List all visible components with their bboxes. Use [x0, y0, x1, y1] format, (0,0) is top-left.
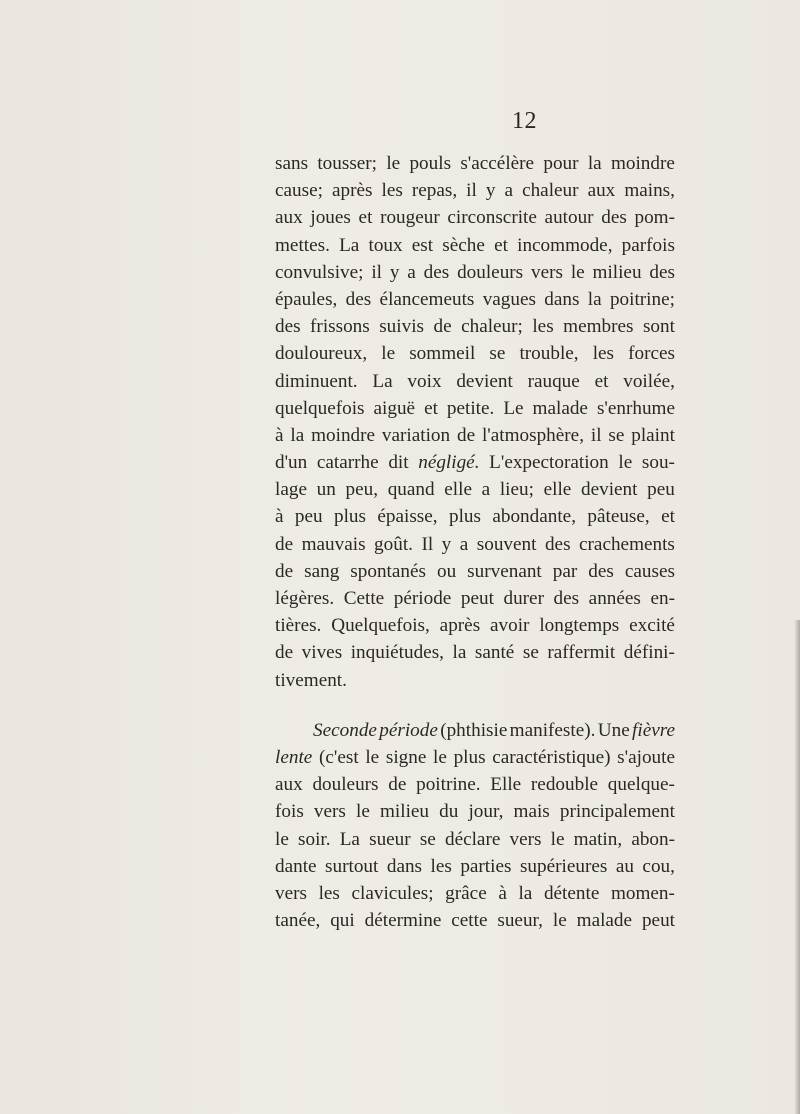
word: le — [618, 452, 633, 474]
text-line — [275, 907, 675, 934]
word: jour, — [468, 801, 504, 823]
text-line — [275, 880, 675, 907]
word: La — [372, 370, 393, 392]
word: dit — [388, 452, 409, 474]
word: devient — [581, 479, 638, 501]
word: y — [485, 180, 496, 202]
word: les — [532, 316, 554, 338]
word: a — [481, 479, 491, 501]
word: mettes. — [275, 234, 330, 256]
word: Le — [503, 397, 524, 419]
word: lente — [275, 746, 313, 768]
word: clavicules; — [351, 882, 434, 904]
word: poitrine. — [416, 774, 481, 796]
word: s'enrhume — [596, 397, 675, 419]
word: élancemeuts — [379, 288, 475, 310]
word: Seconde — [313, 719, 377, 741]
word: d'un — [275, 452, 308, 474]
word: douleurs — [457, 261, 524, 283]
word: de — [275, 533, 294, 555]
word: peu — [294, 506, 323, 528]
word: après — [331, 180, 373, 202]
word: mains, — [624, 180, 675, 202]
word: longtemps — [539, 615, 620, 637]
word: peu, — [345, 479, 379, 501]
text-line — [275, 177, 675, 204]
word: des — [601, 207, 627, 229]
word: s'ajoute — [617, 746, 675, 768]
word: est — [411, 234, 434, 256]
word: variation — [381, 424, 451, 446]
word: signe — [385, 746, 427, 768]
word: peu — [647, 479, 675, 501]
word: (phthisie — [440, 719, 508, 741]
word: se — [522, 642, 539, 664]
word: aux — [587, 180, 616, 202]
word: sèche — [442, 234, 485, 256]
word: milieu — [379, 801, 430, 823]
word: forces — [628, 343, 675, 365]
word: elle — [543, 479, 572, 501]
word: pâteuse, — [587, 506, 650, 528]
word: le — [552, 910, 567, 932]
text-line — [275, 395, 675, 422]
word: en- — [650, 588, 675, 609]
word: le — [381, 343, 396, 365]
word: Il — [421, 533, 434, 555]
word: circonscrite — [447, 207, 537, 229]
word: momen- — [610, 882, 675, 904]
word: le — [275, 828, 289, 850]
word: après — [439, 615, 481, 637]
word: devient — [456, 370, 513, 392]
word: détermine — [364, 910, 442, 932]
word: raffermit — [547, 642, 616, 664]
text-line — [275, 150, 675, 177]
word: qui — [330, 910, 355, 932]
text-line — [275, 585, 675, 612]
word: avoir — [490, 615, 530, 637]
word: le — [570, 261, 585, 283]
word: épaules, — [275, 288, 338, 310]
word: grâce — [445, 882, 487, 904]
text-line — [275, 639, 675, 666]
word: La — [339, 828, 360, 850]
word: redouble — [530, 774, 599, 796]
word: L'expectoration — [489, 452, 609, 474]
word: défini- — [623, 642, 675, 664]
word: fois — [275, 801, 304, 823]
word: vers — [313, 801, 346, 823]
text-line — [275, 368, 675, 395]
word: il — [371, 261, 382, 283]
word: des — [423, 261, 450, 283]
word: aux — [275, 207, 303, 229]
word: l'atmosphère, — [481, 424, 584, 446]
word: Cette — [343, 588, 385, 609]
word: souvent — [476, 533, 537, 555]
word: de — [433, 316, 452, 338]
word: a — [407, 261, 416, 283]
word: lage — [275, 479, 307, 501]
word: sueur — [369, 828, 411, 850]
word: ou — [436, 560, 457, 582]
word: et — [424, 397, 438, 419]
word: santé — [474, 642, 515, 664]
word: peut — [641, 910, 675, 932]
word: négligé. — [418, 452, 480, 474]
word: durer — [503, 588, 544, 609]
page-edge-shadow — [794, 620, 800, 1114]
word: a — [459, 533, 469, 555]
word: des — [345, 288, 372, 310]
word: se — [608, 424, 625, 446]
word: douleurs — [312, 774, 379, 796]
word: des — [544, 533, 571, 555]
word: et — [358, 207, 373, 229]
text-line — [275, 503, 675, 530]
word: se — [489, 343, 506, 365]
word: il — [466, 180, 477, 202]
text-line — [275, 449, 675, 476]
word: la — [587, 288, 602, 310]
text-line — [275, 744, 675, 771]
text-line — [275, 313, 675, 340]
word: tières. — [275, 615, 322, 637]
word: mauvais — [301, 533, 366, 555]
word: de — [275, 560, 294, 582]
word: il — [590, 424, 602, 446]
word: suivis — [379, 316, 425, 338]
word: malade — [532, 397, 588, 419]
word: détente — [543, 882, 600, 904]
word: dans — [544, 288, 580, 310]
word: la — [290, 424, 305, 446]
word: des — [275, 316, 301, 338]
word: moindre — [610, 153, 675, 174]
word: sans — [275, 153, 309, 174]
word: sueur, — [497, 910, 543, 932]
text-line — [275, 422, 675, 449]
word: peut — [460, 588, 494, 609]
word: crachements — [579, 533, 675, 555]
word: des — [553, 588, 580, 609]
word: milieu — [592, 261, 642, 283]
word: aux — [275, 774, 303, 796]
word: cou, — [642, 855, 675, 877]
word: quelque- — [607, 774, 675, 796]
word: inquiétudes, — [350, 642, 444, 664]
word: (c'est — [318, 746, 359, 768]
word: spontanés — [350, 560, 426, 582]
word: joues — [310, 207, 351, 229]
word: mais — [513, 801, 550, 823]
word: Quelquefois, — [331, 615, 430, 637]
word: parfois — [621, 234, 675, 256]
word: épaisse, — [377, 506, 438, 528]
word: toux — [368, 234, 403, 256]
text-line — [275, 232, 675, 259]
word: abondante, — [492, 506, 576, 528]
word: tousser; — [317, 153, 378, 174]
word: au — [615, 855, 634, 877]
word: Une — [597, 719, 630, 741]
word: frissons — [310, 316, 370, 338]
word: plaint — [631, 424, 675, 446]
word: abon- — [631, 828, 675, 850]
word: aiguë — [373, 397, 416, 419]
word: les — [592, 343, 615, 365]
word: soir. — [298, 828, 331, 850]
word: poitrine; — [609, 288, 675, 310]
word: repas, — [411, 180, 458, 202]
word: le — [550, 828, 565, 850]
page-number: 12 — [512, 108, 537, 134]
word: le — [356, 801, 370, 823]
word: vives — [301, 642, 343, 664]
word: rauque — [527, 370, 580, 392]
text-line — [275, 798, 675, 825]
text-line — [275, 853, 675, 880]
text-line — [275, 826, 675, 853]
word: y — [389, 261, 400, 283]
word: chaleur — [522, 180, 579, 202]
word: Elle — [490, 774, 522, 796]
text-line — [275, 771, 675, 798]
word: surtout — [325, 855, 379, 877]
word: vagues — [482, 288, 536, 310]
word: excité — [629, 615, 675, 637]
word: tanée, — [275, 910, 321, 932]
word: plus — [453, 746, 486, 768]
word: pour — [543, 153, 579, 174]
word: légères. — [275, 588, 335, 609]
paragraph-2 — [275, 717, 675, 935]
text-body — [275, 150, 675, 934]
word: La — [339, 234, 360, 256]
word: à — [275, 506, 284, 528]
word: vers — [509, 828, 542, 850]
text-line — [275, 259, 675, 286]
word: fièvre — [632, 719, 675, 741]
word: quelquefois — [275, 397, 365, 419]
word: parties — [460, 855, 512, 877]
word: voix — [407, 370, 442, 392]
word: sou- — [641, 452, 675, 474]
word: du — [439, 801, 459, 823]
word: et — [661, 506, 675, 528]
text-line — [275, 612, 675, 639]
word: les — [430, 855, 452, 877]
word: matin, — [573, 828, 623, 850]
text-line — [275, 558, 675, 585]
word: dans — [386, 855, 423, 877]
text-line — [275, 204, 675, 231]
word: sont — [642, 316, 675, 338]
word: cause; — [275, 180, 323, 202]
word: survenant — [467, 560, 542, 582]
word: rougeur — [380, 207, 440, 229]
word: le — [433, 746, 447, 768]
word: petite. — [446, 397, 495, 419]
word: autour — [544, 207, 594, 229]
word: la — [587, 153, 602, 174]
text-line — [275, 667, 675, 694]
word: période — [379, 719, 438, 741]
word: de — [388, 774, 407, 796]
word: tivement. — [275, 669, 347, 691]
word: années — [588, 588, 641, 609]
word: et — [494, 234, 508, 256]
word: a — [504, 180, 514, 202]
word: le — [365, 746, 380, 768]
word: caractéristique) — [492, 746, 611, 768]
word: période — [393, 588, 452, 609]
word: douloureux, — [275, 343, 368, 365]
word: membres — [563, 316, 634, 338]
word: à — [498, 882, 507, 904]
word: un — [316, 479, 336, 501]
word: catarrhe — [316, 452, 379, 474]
word: supérieures — [519, 855, 608, 877]
word: chaleur; — [461, 316, 523, 338]
text-line — [275, 717, 675, 744]
word: à — [275, 424, 284, 446]
word: moindre — [311, 424, 376, 446]
word: par — [552, 560, 578, 582]
word: sommeil — [409, 343, 476, 365]
word: goût. — [374, 533, 413, 555]
word: dante — [275, 855, 317, 877]
word: quand — [387, 479, 435, 501]
word: causes — [624, 560, 675, 582]
word: principalement — [559, 801, 675, 823]
text-line — [275, 286, 675, 313]
word: le — [386, 153, 401, 174]
text-line — [275, 531, 675, 558]
word: voilée, — [623, 370, 675, 392]
word: vers — [531, 261, 563, 283]
word: y — [441, 533, 452, 555]
word: diminuent. — [275, 370, 358, 392]
word: des — [588, 560, 614, 582]
word: se — [419, 828, 436, 850]
word: pouls — [409, 153, 452, 174]
word: vers — [275, 882, 307, 904]
word: la — [518, 882, 533, 904]
paragraph-1 — [275, 150, 675, 694]
word: elle — [444, 479, 472, 501]
word: plus — [334, 506, 366, 528]
word: plus — [448, 506, 481, 528]
word: cette — [451, 910, 488, 932]
word: déclare — [444, 828, 501, 850]
word: la — [452, 642, 467, 664]
word: malade — [576, 910, 633, 932]
word: trouble, — [519, 343, 579, 365]
word: des — [649, 261, 675, 283]
word: de — [275, 642, 294, 664]
word: et — [594, 370, 609, 392]
word: convulsive; — [275, 261, 364, 283]
word: les — [318, 882, 340, 904]
word: les — [381, 180, 403, 202]
text-line — [275, 476, 675, 503]
word: pom- — [634, 207, 675, 229]
text-line — [275, 340, 675, 367]
word: lieu; — [499, 479, 534, 501]
word: s'accélère — [460, 153, 535, 174]
word: incommode, — [517, 234, 613, 256]
word: sang — [304, 560, 340, 582]
word: de — [456, 424, 476, 446]
paragraph-gap — [275, 694, 675, 717]
word: manifeste). — [509, 719, 596, 741]
